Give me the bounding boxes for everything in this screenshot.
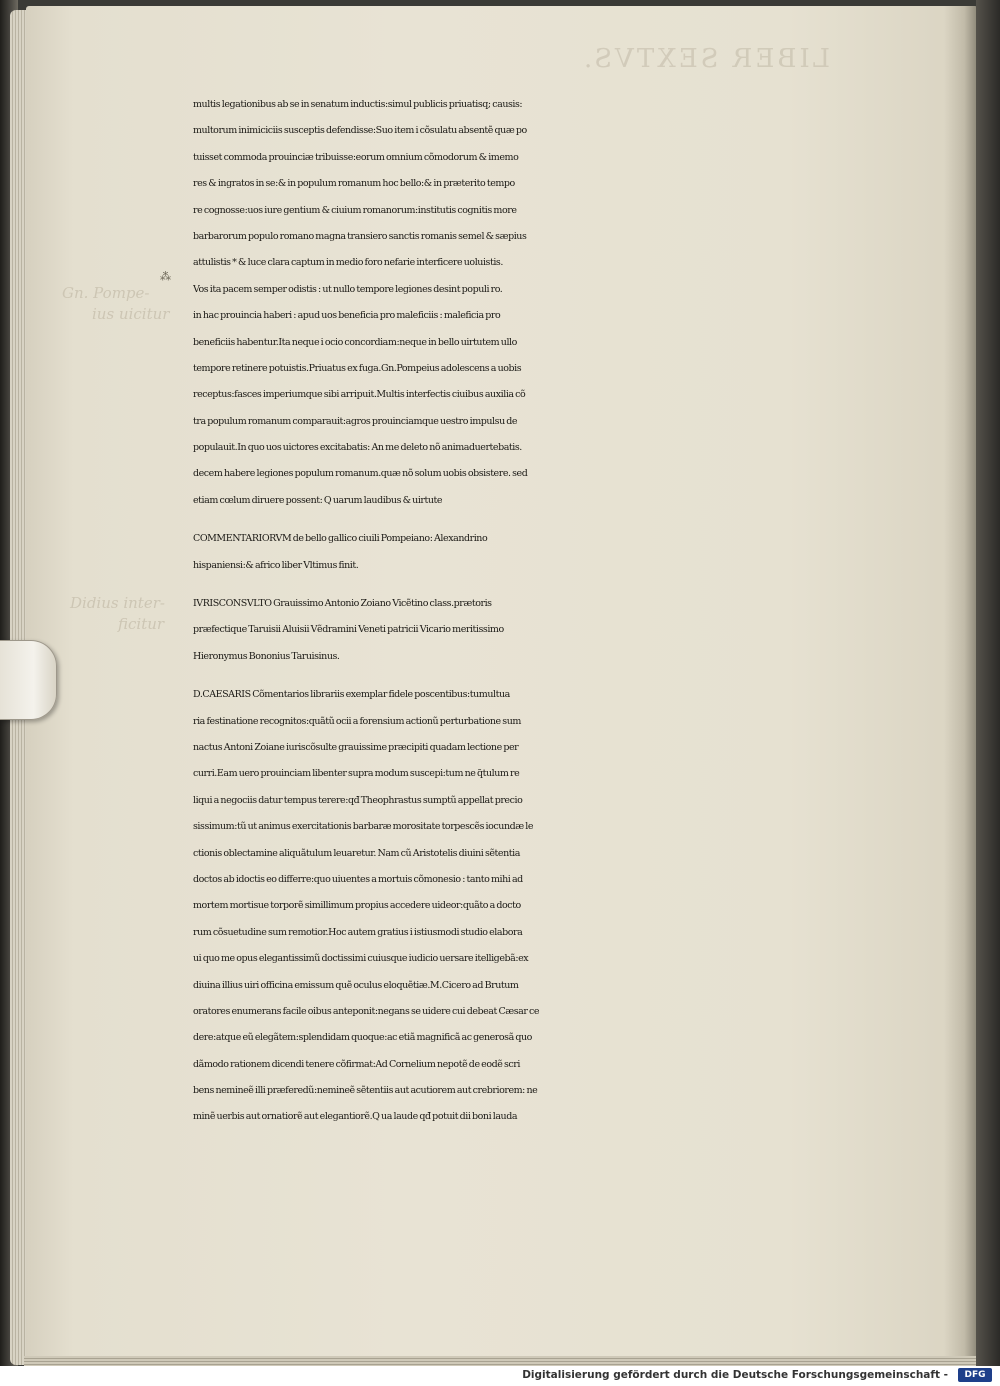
paragraph-gap [193, 670, 913, 682]
main-text-block [193, 92, 913, 1131]
text-line: decem habere legiones populum romanum.quæ nõ solum uobis obsistere. sed [193, 468, 528, 480]
margin-note-ghost: ius uicitur [92, 305, 170, 323]
text-line: tempore retinere potuistis.Priuatus ex fuga.Gn.Pompeius adolescens a uobis [193, 362, 522, 374]
text-line: dãmodo rationem dicendi tenere cõfirmat:Ad Cornelium nepotẽ de eodẽ scri [193, 1058, 520, 1070]
text-line: ui quo me opus elegantissimũ doctissimi cuiusque iudicio uersare itelligebã:ex [193, 953, 529, 965]
text-line: multorum inimiciciis susceptis defendisse:Suo item i cõsulatu absentẽ quæ po [193, 125, 527, 137]
margin-note-ghost: ficitur [118, 615, 165, 633]
text-line: beneficiis habentur.Ita neque i ocio concordiam:neque in bello uirtutem ullo [193, 336, 517, 348]
text-line: bens nemineẽ illi præferedũ:nemineẽ sẽtentiis aut acutiorem aut crebriorem: ne [193, 1085, 538, 1097]
text-line: D.CAESARIS Cõmentarios librariis exemplar fidele poscentibus:tumultua [193, 689, 510, 701]
text-line: ria festinatione recognitos:quãtũ ocii a forensium actionũ perturbatione sum [193, 715, 521, 727]
paragraph-gap [193, 514, 913, 526]
text-line: Vos ita pacem semper odistis : ut nullo tempore legiones desint populi ro. [193, 283, 503, 295]
text-line: nactus Antoni Zoiane iuriscõsulte grauissime præcipiti quadam lectione per [193, 741, 519, 753]
text-line: liqui a negociis datur tempus terere:qđ Theophrastus sumptũ appellat precio [193, 794, 523, 806]
text-line: Hieronymus Bononius Taruisinus. [193, 650, 340, 662]
text-line: IVRISCONSVLTO Grauissimo Antonio Zoiano Vicẽtino class.prætoris [193, 598, 492, 610]
text-line: dere:atque eũ elegãtem:splendidam quoque:ac etiã magnificã ac generosã quo [193, 1032, 532, 1044]
text-line: multis legationibus ab se in senatum inductis:simul publicis priuatisq; causis: [193, 99, 523, 110]
paragraph-gap [193, 579, 913, 591]
text-line: mortem mortisue torporẽ simillimum propius accedere uideor:quãto a docto [193, 900, 521, 912]
page-gutter-shadow [944, 6, 978, 1362]
text-line: receptus:fasces imperiumque sibi arripuit.Multis interfectis ciuibus auxilia cõ [193, 389, 526, 401]
text-line: in hac prouincia haberi : apud uos beneficia pro maleficiis : maleficia pro [193, 310, 501, 322]
text-line: attulistis * & luce clara captum in medio foro nefarie interficere uoluistis. [193, 257, 503, 269]
margin-note-ghost: Gn. Pompe- [62, 284, 150, 302]
text-line: re cognosse:uos iure gentium & ciuium romanorum:institutis cognitis more [193, 204, 517, 216]
book-clasp [0, 640, 57, 720]
text-line: populauit.In quo uos uictores excitabatis: An me deleto nõ animaduertebatis. [193, 442, 522, 454]
text-line: rum cõsuetudine sum remotior.Hoc autem gratius i istiusmodi studio elabora [193, 926, 523, 938]
running-head-ghost: LIBER SEXTVS. [580, 44, 830, 74]
text-line: hispaniensi:& africo liber Vltimus finit. [193, 559, 359, 571]
text-line: doctos ab idoctis eo differre:quo uiuentes a mortuis cõmonesio : tanto mihi ad [193, 873, 523, 885]
text-line: tuisset commoda prouinciæ tribuisse:eorum omnium cõmodorum & imemo [193, 151, 519, 163]
page-stack-bottom [24, 1356, 978, 1366]
text-line: tra populum romanum comparauit:agros prouinciamque uestro impulsu de [193, 415, 518, 427]
text-line: etiam cœlum diruere possent: Q uarum laudibus & uirtute [193, 494, 443, 506]
text-line: barbarorum populo romano magna transiero sanctis romanis semel & sæpius [193, 230, 527, 242]
text-line: præfectique Taruisii Aluisii Vẽdramini Veneti patricii Vicario meritissimo [193, 624, 504, 636]
dfg-logo: DFG [958, 1368, 992, 1382]
footer-credit: Digitalisierung gefördert durch die Deutsche Forschungsgemeinschaft - [522, 1369, 948, 1381]
book-edge-right [976, 0, 1000, 1386]
text-line: curri.Eam uero prouinciam libenter supra modum suscepi:tum ne q̃tulum re [193, 768, 520, 780]
text-line: ctionis oblectamine aliquãtulum leuaretur. Nam cũ Aristotelis diuini sẽtentia [193, 847, 520, 859]
text-line: oratores enumerans facile oibus anteponit:negans se uidere cui debeat Cæsar ce [193, 1005, 540, 1017]
text-line: minẽ uerbis aut ornatiorẽ aut elegantiorẽ.Q ua laude qđ potuit dii boni lauda [193, 1111, 518, 1123]
text-line: COMMENTARIORVM de bello gallico ciuili Pompeiano: Alexandrino [193, 533, 488, 545]
margin-note-ghost: Didius inter- [70, 594, 165, 612]
margin-mark: ⁂ [160, 270, 171, 283]
text-line: diuina illius uiri officina emissum quẽ oculus eloquẽtiæ.M.Cicero ad Brutum [193, 979, 519, 991]
text-line: sissimum:tũ ut animus exercitationis barbaræ morositate torpescẽs iocundæ le [193, 821, 534, 833]
text-line: res & ingratos in se:& in populum romanum hoc bello:& in præterito tempo [193, 178, 515, 190]
